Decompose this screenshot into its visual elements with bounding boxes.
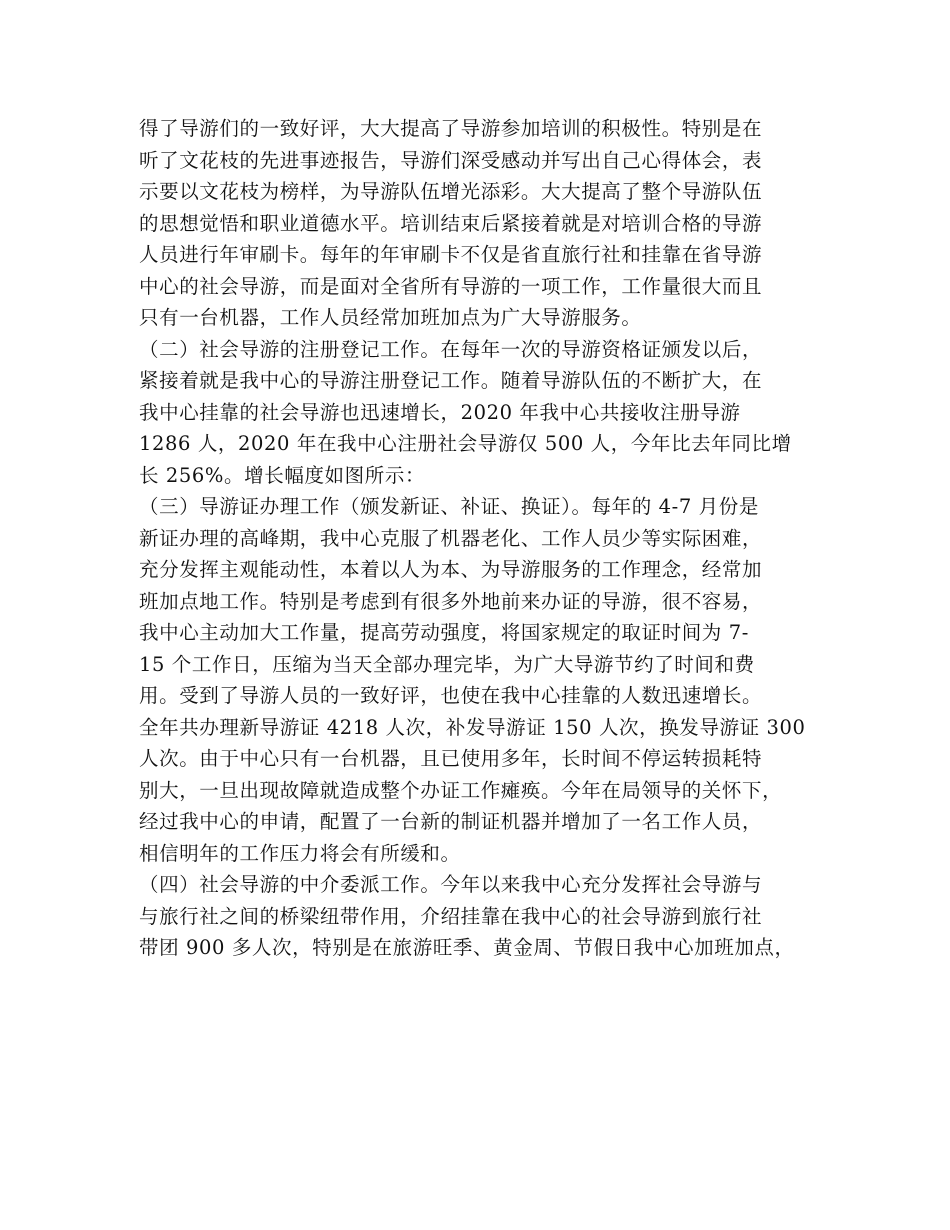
text-line: 的思想觉悟和职业道德水平。培训结束后紧接着就是对培训合格的导游 (139, 211, 763, 235)
text-line: 相信明年的工作压力将会有所缓和。 (139, 841, 461, 865)
section-heading-line: （四）社会导游的中介委派工作。今年以来我中心充分发挥社会导游与 (139, 873, 763, 896)
text-line: 别大，一旦出现故障就造成整个办证工作瘫痪。今年在局领导的关怀下， (139, 778, 783, 802)
text-line: 人员进行年审刷卡。每年的年审刷卡不仅是省直旅行社和挂靠在省导游 (139, 243, 763, 266)
text-line: 全年共办理新导游证 4218 人次，补发导游证 150 人次，换发导游证 300 (139, 715, 806, 739)
text-line: 中心的社会导游，而是面对全省所有导游的一项工作，工作量很大而且 (139, 274, 763, 298)
text-line: 与旅行社之间的桥梁纽带作用，介绍挂靠在我中心的社会导游到旅行社 (139, 904, 763, 928)
body-text (139, 113, 839, 964)
section-heading-line: （三）导游证办理工作（颁发新证、补证、换证）。每年的 4-7 月份是 (139, 495, 759, 518)
text-line: 紧接着就是我中心的导游注册登记工作。随着导游队伍的不断扩大，在 (139, 369, 763, 392)
text-line: 得了导游们的一致好评，大大提高了导游参加培训的积极性。特别是在 (139, 117, 763, 140)
text-line: 示要以文花枝为榜样，为导游队伍增光添彩。大大提高了整个导游队伍 (139, 180, 763, 203)
text-line: 班加点地工作。特别是考虑到有很多外地前来办证的导游，很不容易， (139, 589, 763, 613)
text-line: 我中心挂靠的社会导游也迅速增长，2020 年我中心共接收注册导游 (139, 400, 741, 424)
text-line: 长 256%。增长幅度如图所示： (139, 463, 426, 487)
text-line: 1286 人，2020 年在我中心注册社会导游仅 500 人，今年比去年同比增 (139, 432, 792, 455)
text-line: 用。受到了导游人员的一致好评，也使在我中心挂靠的人数迅速增长。 (139, 684, 763, 707)
text-line: 新证办理的高峰期，我中心克服了机器老化、工作人员少等实际困难， (139, 526, 763, 550)
text-line: 充分发挥主观能动性，本着以人为本、为导游服务的工作理念，经常加 (139, 558, 763, 581)
text-line: 我中心主动加大工作量，提高劳动强度，将国家规定的取证时间为 7- (139, 621, 749, 644)
text-line: 15 个工作日，压缩为当天全部办理完毕，为广大导游节约了时间和费 (139, 652, 755, 676)
text-line: 人次。由于中心只有一台机器，且已使用多年，长时间不停运转损耗特 (139, 747, 763, 770)
text-line: 听了文花枝的先进事迹报告，导游们深受感动并写出自己心得体会，表 (139, 148, 763, 172)
section-heading-line: （二）社会导游的注册登记工作。在每年一次的导游资格证颁发以后， (139, 337, 763, 361)
text-line: 经过我中心的申请，配置了一台新的制证机器并增加了一名工作人员， (139, 810, 763, 833)
text-line: 只有一台机器，工作人员经常加班加点为广大导游服务。 (139, 306, 642, 329)
text-line: 带团 900 多人次，特别是在旅游旺季、黄金周、节假日我中心加班加点， (139, 936, 795, 959)
